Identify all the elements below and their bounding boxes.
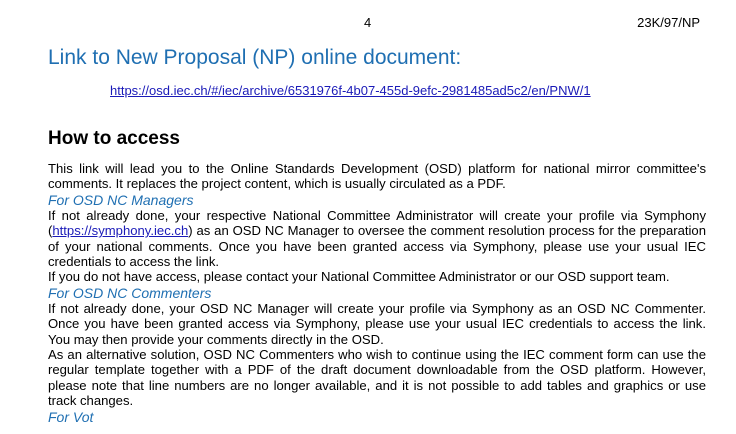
page-number: 4: [364, 15, 372, 30]
intro-paragraph: This link will lead you to the Online Standards Development (OSD) platform for national mirror committee's comments. It replaces the project content, which is usually circulated as a PDF.: [48, 161, 706, 192]
nc-managers-text-after-link: ) as an OSD NC Manager to oversee the comment resolution process for the preparation of your national comments. Once you have been granted access via Symphony, please use your usual IEC credentials to access the link.: [48, 223, 706, 270]
np-link-heading: Link to New Proposal (NP) online document:: [48, 46, 462, 69]
nc-managers-paragraph: [48, 208, 706, 270]
voting-subheading-partial: For Vot: [48, 408, 94, 425]
nc-commenters-subheading: For OSD NC Commenters: [48, 284, 212, 301]
np-online-document-link[interactable]: https://osd.iec.ch/#/iec/archive/6531976f-4b07-455d-9efc-2981485ad5c2/en/PNW/1: [110, 83, 591, 98]
how-to-access-heading: How to access: [48, 128, 180, 149]
alternative-solution-paragraph: As an alternative solution, OSD NC Commenters who wish to continue using the IEC comment form can use the regular template together with a PDF of the draft document downloadable from the OSD platform. However, please note that line numbers are no longer available, and it is not possible to add tables and graphics or use track changes.: [48, 347, 706, 409]
document-reference: 23K/97/NP: [637, 15, 700, 30]
symphony-link[interactable]: https://symphony.iec.ch: [52, 223, 189, 239]
nc-commenters-paragraph: If not already done, your OSD NC Manager will create your profile via Symphony as an OSD NC Commenter. Once you have been granted access via Symphony, please use your usual IEC credentials to access the link. You may then provide your comments directly in the OSD.: [48, 300, 706, 347]
nc-managers-subheading: For OSD NC Managers: [48, 191, 194, 208]
no-access-paragraph: If you do not have access, please contact your National Committee Administrator or our OSD support team.: [48, 269, 670, 285]
access-instructions: [48, 161, 706, 425]
nc-managers-text-before-link: If not already done, your respective National Committee Administrator will create your profile via Symphony (: [48, 207, 706, 239]
